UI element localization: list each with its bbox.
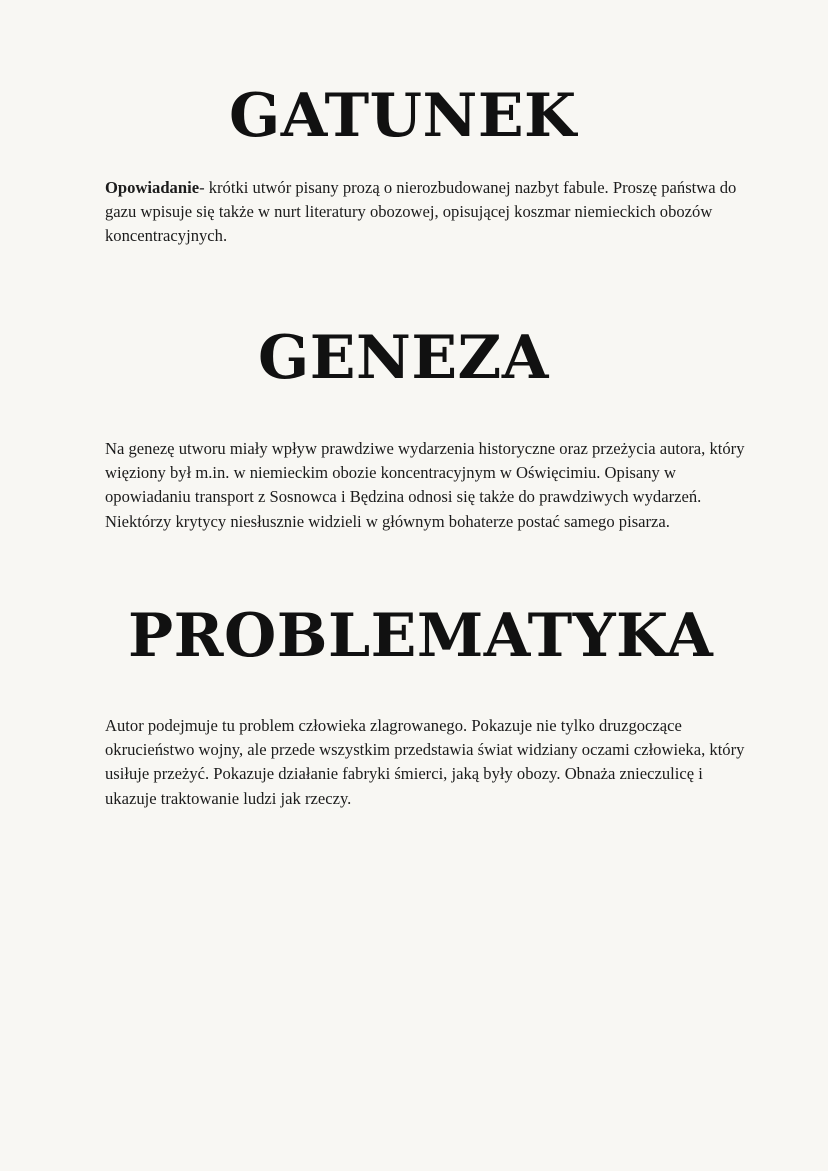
term-opowiadanie: Opowiadanie xyxy=(105,178,200,197)
heading-problematyka: PROBLEMATYKA xyxy=(128,601,714,671)
gatunek-definition-text: - krótki utwór pisany prozą o nierozbudowanej nazbyt fabule. Proszę państwa do gazu wpisuje się także w nurt literatury obozowej, opisującej koszmar niemieckich obozów koncentracyjnych. xyxy=(105,178,737,246)
paragraph-geneza: Na genezę utworu miały wpływ prawdziwe wydarzenia historyczne oraz przeżycia autora, który więziony był m.in. w niemieckim obozie koncentracyjnym w Oświęcimiu. Opisany w opowiadaniu transport z Sosnowca i Będzina odnosi się także do prawdziwych wydarzeń. Niektórzy krytycy niesłusznie widzieli w głównym bohaterze postać samego pisarza. xyxy=(105,439,745,531)
paragraph-gatunek xyxy=(105,176,745,249)
heading-geneza: GENEZA xyxy=(258,323,549,393)
paragraph-problematyka: Autor podejmuje tu problem człowieka zlagrowanego. Pokazuje nie tylko druzgoczące okrucieństwo wojny, ale przede wszystkim przedstawia świat widziany oczami człowieka, który usiłuje przeżyć. Pokazuje działanie fabryki śmierci, jaką były obozy. Obnaża znieczulicę i ukazuje traktowanie ludzi jak rzeczy. xyxy=(105,716,745,808)
heading-gatunek: GATUNEK xyxy=(229,81,577,151)
